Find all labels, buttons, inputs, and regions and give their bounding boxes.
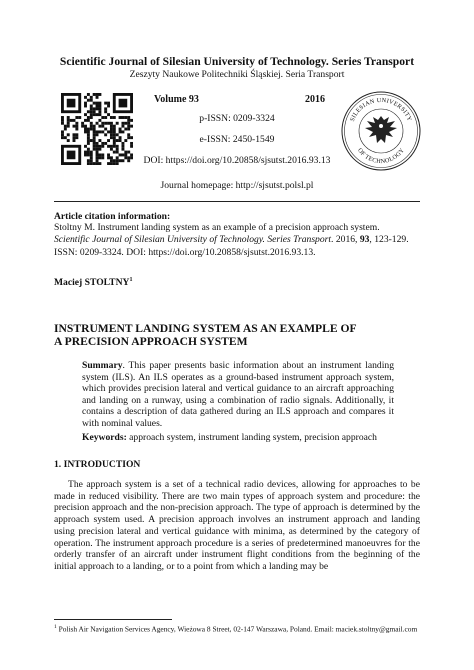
summary-label: Summary <box>82 360 123 371</box>
qr-module <box>98 148 101 151</box>
citation-line-1: Stoltny M. Instrument landing system as an example of a precision approach system. <box>54 222 380 233</box>
qr-module <box>124 128 127 131</box>
qr-module <box>84 125 87 128</box>
qr-module <box>116 151 119 154</box>
qr-module <box>96 105 99 108</box>
qr-module <box>96 130 99 133</box>
qr-module <box>96 93 99 96</box>
eagle-emblem-icon <box>365 116 397 143</box>
citation-volume: 93 <box>359 234 370 246</box>
qr-module <box>90 125 93 128</box>
qr-module <box>110 148 113 151</box>
journal-title: Scientific Journal of Silesian University of Technology. Series Transport <box>59 55 415 68</box>
citation-line-2 <box>54 234 424 246</box>
qr-module <box>127 151 130 154</box>
qr-module <box>93 93 96 96</box>
qr-module <box>64 128 67 131</box>
qr-module <box>121 148 124 151</box>
citation-issn-doi: ISSN: 0209-3324. DOI: https://doi.org/10.20858/sjsutst.2016.93.13. <box>54 246 316 258</box>
qr-module <box>98 105 101 108</box>
qr-module <box>113 128 116 131</box>
keywords-text: approach system, instrument landing system, precision approach <box>126 432 377 443</box>
qr-module <box>93 148 96 151</box>
qr-module <box>93 102 96 105</box>
qr-module <box>107 105 110 108</box>
seal-top-text: SILESIAN UNIVERSITY <box>348 96 414 123</box>
keywords-label: Keywords: <box>82 432 127 443</box>
qr-module <box>96 107 99 110</box>
citation-pages: , 123-129. <box>369 234 409 246</box>
citation-year: . 2016, <box>331 234 360 246</box>
qr-module <box>84 130 87 133</box>
citation-block <box>54 222 424 259</box>
qr-module <box>98 145 101 148</box>
qr-module <box>81 125 84 128</box>
qr-module <box>67 125 70 128</box>
qr-module <box>130 145 133 148</box>
qr-module <box>90 151 93 154</box>
qr-module <box>124 151 127 154</box>
qr-module <box>93 145 96 148</box>
qr-module <box>101 130 104 133</box>
footnote <box>54 623 420 634</box>
qr-module <box>121 145 124 148</box>
p-issn: p-ISSN: 0209-3324 <box>199 113 275 124</box>
qr-module <box>75 128 78 131</box>
footnote-divider <box>54 619 172 620</box>
citation-journal: Scientific Journal of Silesian University of Technology. Series Transport <box>54 234 332 246</box>
header-divider <box>54 201 420 202</box>
qr-module <box>84 105 87 108</box>
qr-module <box>84 102 87 105</box>
qr-module <box>104 102 107 105</box>
qr-module <box>101 125 104 128</box>
qr-module <box>127 128 130 131</box>
qr-module <box>93 128 96 131</box>
qr-module <box>98 93 101 96</box>
qr-module <box>98 125 101 128</box>
year-label: 2016 <box>305 94 325 105</box>
introduction-paragraph: The approach system is a set of a technical radio devices, allowing for approaches to be made in reduced visibility. There are two main types of approach system and procedure: the precision approach and the non-precision approach. The type of approach is determined by the approach system used. A precision approach involves an instrument approach and landing using precision lateral and vertical guidance with minima, as determined by the category of operation. The instrument approach procedure is a series of predetermined manoeuvres for the orderly transfer of an aircraft under instrument flight conditions from the beginning of the initial approach to a landing, or to a point from which a landing may be <box>54 479 420 572</box>
qr-module <box>127 125 130 128</box>
qr-module <box>84 128 87 131</box>
qr-module <box>90 96 93 99</box>
qr-module <box>90 107 93 110</box>
qr-module <box>73 125 76 128</box>
qr-module <box>121 130 124 133</box>
qr-module <box>110 125 113 128</box>
qr-module <box>84 145 87 148</box>
qr-module <box>110 145 113 148</box>
qr-module <box>61 130 64 133</box>
qr-module <box>90 99 93 102</box>
qr-module <box>75 125 78 128</box>
qr-module <box>93 125 96 128</box>
paper-title <box>54 322 420 348</box>
journal-homepage-link[interactable]: Journal homepage: http://sjsutst.polsl.pl <box>160 180 314 191</box>
qr-module <box>64 125 67 128</box>
qr-module <box>93 107 96 110</box>
qr-module <box>116 148 119 151</box>
qr-module <box>96 145 99 148</box>
qr-module <box>116 145 119 148</box>
qr-module <box>96 102 99 105</box>
qr-module <box>113 130 116 133</box>
qr-module <box>104 107 107 110</box>
qr-module <box>84 151 87 154</box>
qr-module <box>87 93 90 96</box>
qr-module <box>101 145 104 148</box>
paper-title-line-2: A PRECISION APPROACH SYSTEM <box>54 335 248 348</box>
qr-module <box>96 148 99 151</box>
qr-module <box>90 128 93 131</box>
qr-module <box>121 125 124 128</box>
e-issn: e-ISSN: 2450-1549 <box>199 134 275 145</box>
qr-module <box>113 145 116 148</box>
qr-module <box>98 102 101 105</box>
seal-bottom-text: OF TECHNOLOGY <box>356 146 406 166</box>
footnote-mark: 1 <box>54 624 57 630</box>
qr-module <box>98 130 101 133</box>
qr-module <box>113 125 116 128</box>
paper-title-line-1: INSTRUMENT LANDING SYSTEM AS AN EXAMPLE OF <box>54 322 357 335</box>
qr-finder-pattern <box>67 99 76 108</box>
qr-module <box>93 130 96 133</box>
summary-paragraph <box>82 360 394 430</box>
summary-text: . This paper presents basic information about an instrument landing system (ILS). An ILS operates as a ground-based instrument approach system, which provides precision lateral and vertical guidance to an aircraft approaching and landing on a runway, using a combination of radio signals. Additionally, it contains a description of data gathered during an ILS approach and compares it with nominal values. <box>82 360 394 429</box>
qr-module <box>87 148 90 151</box>
qr-module <box>113 151 116 154</box>
qr-module <box>87 99 90 102</box>
qr-module <box>98 107 101 110</box>
citation-heading: Article citation information: <box>54 211 171 222</box>
author-footnote-mark[interactable]: 1 <box>129 277 133 283</box>
section-heading: 1. INTRODUCTION <box>54 459 141 470</box>
qr-module <box>110 130 113 133</box>
qr-finder-pattern <box>119 99 128 108</box>
qr-module <box>96 151 99 154</box>
qr-module <box>107 130 110 133</box>
qr-module <box>87 151 90 154</box>
keywords-line <box>82 432 412 443</box>
qr-module <box>87 130 90 133</box>
doi-link[interactable]: DOI: https://doi.org/10.20858/sjsutst.2016.93.13 <box>143 155 331 166</box>
qr-module <box>107 102 110 105</box>
qr-module <box>119 130 122 133</box>
qr-module <box>96 96 99 99</box>
footnote-text: Polish Air Navigation Services Agency, Wieżowa 8 Street, 02-147 Warszawa, Poland. Email: maciek.stoltny@gmail.com <box>56 624 418 634</box>
university-seal-logo <box>340 90 422 172</box>
qr-module <box>90 105 93 108</box>
journal-subtitle: Zeszyty Naukowe Politechniki Śląskiej. Seria Transport <box>129 69 345 80</box>
author-name <box>54 277 132 288</box>
qr-module <box>107 145 110 148</box>
qr-module <box>104 128 107 131</box>
qr-module <box>119 128 122 131</box>
qr-module <box>110 128 113 131</box>
qr-module <box>87 128 90 131</box>
author-name-text: Maciej STOLTNY <box>54 277 130 289</box>
qr-module <box>84 96 87 99</box>
volume-label: Volume 93 <box>154 94 199 105</box>
qr-module <box>130 125 133 128</box>
svg-text:OF TECHNOLOGY <box>356 147 406 165</box>
